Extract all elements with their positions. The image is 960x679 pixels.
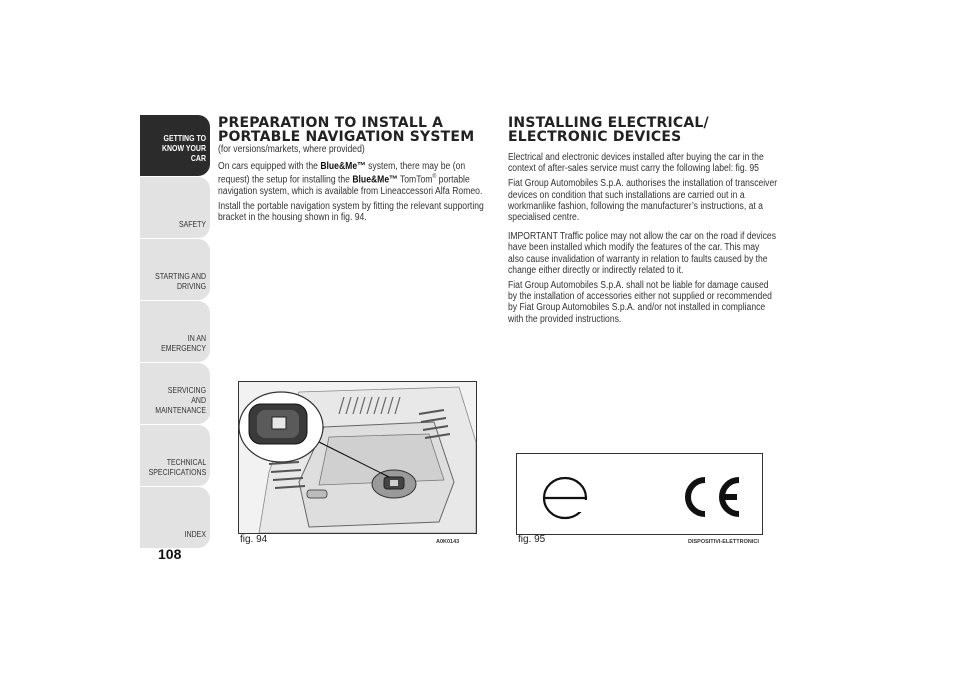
label-marks xyxy=(517,454,762,534)
tab-label: STARTING AND DRIVING xyxy=(155,271,206,291)
paragraph-1: On cars equipped with the Blue&Me™ system, there may be (on request) the setup for installing the Blue&Me™ TomTom® portable navigation system, which is available from Lineaccessori Alfa Romeo. xyxy=(218,161,483,197)
paragraph-3: IMPORTANT Traffic police may not allow the car on the road if devices have been installed which modify the features of the car. This may also cause invalidation of warranty in relation to faults caused by the change either directly or indirectly related to it. xyxy=(508,231,776,276)
tab-technical-specifications[interactable] xyxy=(140,425,210,486)
tab-label: TECHNICAL SPECIFICATIONS xyxy=(148,457,206,477)
figure-code: A0K0143 xyxy=(436,539,460,545)
tab-in-an-emergency[interactable] xyxy=(140,301,210,362)
figure-caption: fig. 95 xyxy=(518,534,546,545)
section-electrical-devices xyxy=(508,116,778,329)
page-number: 108 xyxy=(158,546,182,562)
tab-label: SERVICING AND MAINTENANCE xyxy=(155,385,206,415)
paragraph-4: Fiat Group Automobiles S.p.A. shall not be liable for damage caused by the installation of accessories either not supplied or recommended by Fiat Group Automobiles S.p.A. and/or not installed in compliance with the provided instructions. xyxy=(508,280,772,325)
tab-safety[interactable] xyxy=(140,177,210,238)
paragraph-2: Fiat Group Automobiles S.p.A. authorises the installation of transceiver devices on condition that such installations are carried out in a workmanlike fashion, following the manufacturer’s instructions, at a specialised centre. xyxy=(508,178,778,224)
section-tabs xyxy=(140,115,210,549)
tab-starting-and-driving[interactable] xyxy=(140,239,210,300)
tab-label: SAFETY xyxy=(178,219,206,229)
tab-label: IN AN EMERGENCY xyxy=(161,333,206,353)
subtitle: (for versions/markets, where provided) xyxy=(218,144,365,155)
tab-label: GETTING TO KNOW YOUR CAR xyxy=(161,133,206,163)
paragraph-1: Electrical and electronic devices installed after buying the car in the context of after-sales service must carry the following label: fig. 95 xyxy=(508,152,764,175)
figure-caption: fig. 94 xyxy=(240,534,268,545)
tab-getting-to-know-your-car[interactable] xyxy=(140,115,210,176)
figure-95-certification-label xyxy=(516,453,763,535)
e-mark-icon xyxy=(544,478,589,518)
section-heading: PREPARATION TO INSTALL A PORTABLE NAVIGATION SYSTEM xyxy=(218,115,475,145)
tab-label: INDEX xyxy=(184,529,206,539)
figure-code: DISPOSITIVI-ELETTRONICI xyxy=(688,539,759,545)
tab-index[interactable] xyxy=(140,487,210,548)
ce-mark-icon xyxy=(688,480,739,514)
section-navigation-system xyxy=(218,116,493,228)
paragraph-2: Install the portable navigation system by fitting the relevant supporting bracket in the housing shown in fig. 94. xyxy=(218,201,484,224)
tab-servicing-and-maintenance[interactable] xyxy=(140,363,210,424)
figure-94-dashboard-housing xyxy=(238,381,477,534)
dashboard-illustration xyxy=(239,382,476,533)
section-heading: INSTALLING ELECTRICAL/ ELECTRONIC DEVICES xyxy=(508,115,709,145)
